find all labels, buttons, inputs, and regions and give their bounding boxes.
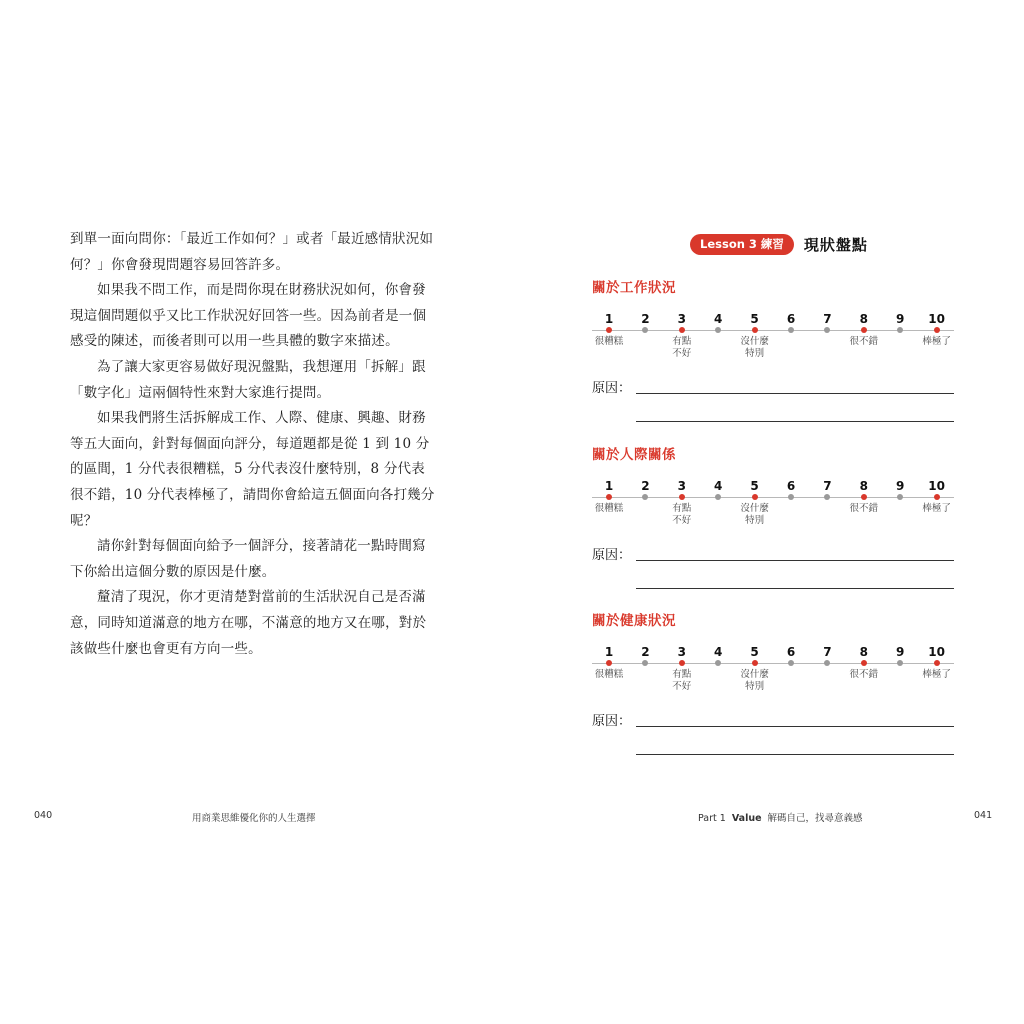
scale-label: 很糟糕 — [594, 336, 624, 347]
footer-subtitle: 解碼自己，找尋意義感 — [767, 813, 863, 824]
scale-point[interactable] — [606, 327, 612, 333]
scale-point[interactable] — [679, 327, 685, 333]
paragraph-3: 為了讓大家更容易做好現況盤點，我想運用「拆解」跟「數字化」這兩個特性來對大家進行提問。 — [70, 358, 426, 401]
scale-number: 5 — [750, 479, 759, 493]
scale-number: 5 — [750, 312, 759, 326]
section-title: 關於工作狀況 — [592, 280, 676, 296]
scale-number: 10 — [928, 312, 945, 326]
scale-point[interactable] — [897, 660, 903, 666]
scale-point[interactable] — [752, 660, 758, 666]
scale-point[interactable] — [642, 327, 648, 333]
scale-number: 3 — [677, 645, 686, 659]
reason-label: 原因： — [592, 714, 632, 729]
scale-number: 9 — [896, 645, 905, 659]
scale-label: 有點 不好 — [672, 336, 692, 359]
scale-point[interactable] — [824, 494, 830, 500]
scale-number: 10 — [928, 479, 945, 493]
scale-label: 很不錯 — [849, 669, 879, 680]
paragraph-4: 如果我們將生活拆解成工作、人際、健康、興趣、財務等五大面向，針對每個面向評分，每道題都是從 1 到 10 分的區間，1 分代表很糟糕，5 分代表沒什麼特別，8 分代表很不錯，10 分代表棒極了，請問你會給這五個面向各打幾分呢？ — [70, 410, 435, 529]
scale-number: 10 — [928, 645, 945, 659]
scale-number: 3 — [677, 479, 686, 493]
reason-line[interactable] — [636, 421, 954, 422]
reason-label: 原因： — [592, 548, 632, 563]
scale-point[interactable] — [861, 660, 867, 666]
scale-point[interactable] — [788, 660, 794, 666]
scale-point[interactable] — [934, 660, 940, 666]
lesson-badge: Lesson 3 練習 — [690, 234, 794, 255]
scale-point[interactable] — [861, 327, 867, 333]
scale-number: 9 — [896, 312, 905, 326]
scale-label: 棒極了 — [922, 669, 951, 680]
rating-scale — [592, 312, 954, 362]
scale-point[interactable] — [824, 660, 830, 666]
reason-label: 原因： — [592, 381, 632, 396]
reason-line[interactable] — [636, 560, 954, 561]
scale-point[interactable] — [752, 327, 758, 333]
scale-point[interactable] — [897, 327, 903, 333]
paragraph-2: 如果我不問工作，而是問你現在財務狀況如何，你會發現這個問題似乎又比工作狀況好回答一些。因為前者是一個感受的陳述，而後者則可以用一些具體的數字來描述。 — [70, 282, 427, 350]
scale-number: 1 — [604, 479, 614, 493]
scale-point[interactable] — [934, 327, 940, 333]
paragraph-6: 釐清了現況，你才更清楚對當前的生活狀況自己是否滿意，同時知道滿意的地方在哪，不滿意的地方又在哪，對於該做些什麼也會更有方向一些。 — [70, 589, 427, 657]
scale-label: 很不錯 — [849, 336, 879, 347]
scale-point[interactable] — [788, 494, 794, 500]
scale-number: 4 — [714, 312, 723, 326]
scale-point[interactable] — [824, 327, 830, 333]
page-number-right: 041 — [974, 810, 993, 821]
section-relationships — [592, 443, 954, 593]
scale-point[interactable] — [606, 494, 612, 500]
paragraph-1: 到單一面向問你：「最近工作如何？」或者「最近感情狀況如何？」你會發現問題容易回答許多。 — [70, 231, 434, 273]
scale-point[interactable] — [679, 494, 685, 500]
scale-point[interactable] — [715, 327, 721, 333]
scale-point[interactable] — [606, 660, 612, 666]
scale-label: 很不錯 — [849, 503, 879, 514]
footer-title-left: 用商業思維優化你的人生選擇 — [192, 813, 316, 824]
scale-number: 6 — [786, 312, 796, 326]
scale-number: 8 — [859, 479, 868, 493]
scale-number: 1 — [604, 645, 614, 659]
page-number-left: 040 — [34, 810, 53, 821]
scale-number: 4 — [714, 479, 723, 493]
rating-scale — [592, 645, 954, 695]
scale-number: 6 — [786, 645, 796, 659]
scale-point[interactable] — [679, 660, 685, 666]
scale-point[interactable] — [788, 327, 794, 333]
section-title: 關於人際關係 — [592, 447, 676, 463]
scale-number: 9 — [896, 479, 905, 493]
scale-number: 2 — [641, 645, 650, 659]
lesson-header — [690, 233, 868, 255]
scale-label: 沒什麼 特別 — [740, 669, 769, 692]
scale-number: 7 — [823, 312, 832, 326]
right-page — [512, 0, 1024, 1024]
scale-point[interactable] — [642, 660, 648, 666]
scale-number: 7 — [823, 645, 832, 659]
scale-point[interactable] — [715, 494, 721, 500]
scale-number: 1 — [604, 312, 614, 326]
scale-number: 8 — [859, 645, 868, 659]
scale-label: 棒極了 — [922, 336, 951, 347]
scale-point[interactable] — [897, 494, 903, 500]
scale-point[interactable] — [934, 494, 940, 500]
scale-number: 8 — [859, 312, 868, 326]
reason-line[interactable] — [636, 754, 954, 755]
scale-number: 7 — [823, 479, 832, 493]
scale-point[interactable] — [715, 660, 721, 666]
section-title: 關於健康狀況 — [592, 613, 676, 629]
scale-label: 很糟糕 — [594, 503, 624, 514]
scale-number: 5 — [750, 645, 759, 659]
scale-number: 4 — [714, 645, 723, 659]
scale-number: 2 — [641, 312, 650, 326]
section-health — [592, 609, 954, 759]
scale-number: 3 — [677, 312, 686, 326]
reason-line[interactable] — [636, 726, 954, 727]
lesson-title: 現狀盤點 — [803, 235, 868, 254]
scale-point[interactable] — [861, 494, 867, 500]
footer-part: Part 1 — [698, 813, 726, 824]
rating-scale — [592, 479, 954, 529]
scale-point[interactable] — [752, 494, 758, 500]
footer-title-right — [698, 810, 863, 824]
scale-label: 很糟糕 — [594, 669, 624, 680]
body-text — [70, 227, 436, 662]
scale-label: 沒什麼 特別 — [740, 336, 769, 359]
scale-point[interactable] — [642, 494, 648, 500]
reason-line[interactable] — [636, 393, 954, 394]
section-work — [592, 276, 954, 426]
scale-label: 棒極了 — [922, 503, 951, 514]
scale-label: 有點 不好 — [672, 503, 692, 526]
paragraph-5: 請你針對每個面向給予一個評分，接著請花一點時間寫下你給出這個分數的原因是什麼。 — [70, 538, 426, 580]
scale-label: 有點 不好 — [672, 669, 692, 692]
scale-label: 沒什麼 特別 — [740, 503, 769, 526]
scale-number: 6 — [786, 479, 796, 493]
reason-line[interactable] — [636, 588, 954, 589]
footer-value: Value — [731, 813, 762, 824]
scale-number: 2 — [641, 479, 650, 493]
